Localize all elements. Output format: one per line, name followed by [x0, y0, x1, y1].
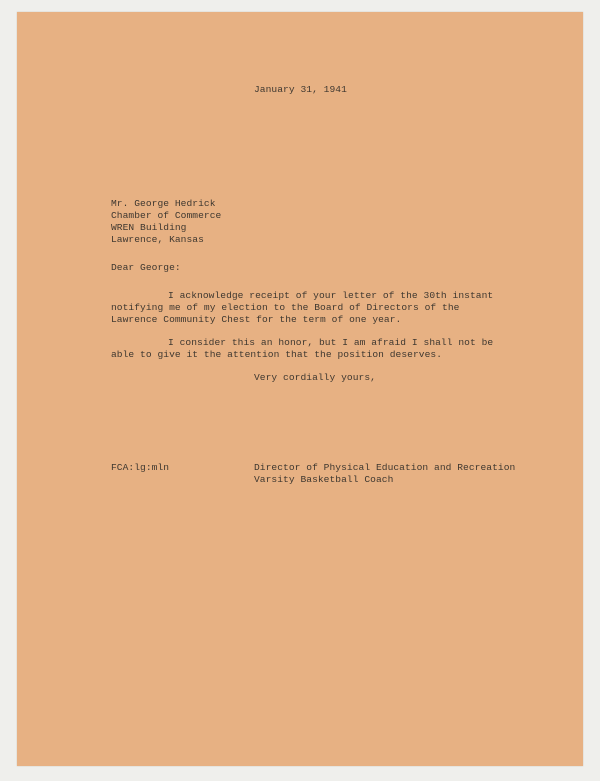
reference-initials: FCA:lg:mln	[111, 462, 170, 473]
recipient-name: Mr. George Hedrick	[111, 198, 216, 209]
body-paragraph-2-line-1: I consider this an honor, but I am afraid I shall not be	[168, 337, 494, 348]
recipient-organization: Chamber of Commerce	[111, 210, 222, 221]
recipient-city: Lawrence, Kansas	[111, 234, 204, 245]
letter-date: January 31, 1941	[254, 84, 347, 95]
letter-page	[17, 12, 583, 766]
body-paragraph-1-line-3: Lawrence Community Chest for the term of one year.	[111, 314, 402, 325]
salutation: Dear George:	[111, 262, 181, 273]
signature-title-line-1: Director of Physical Education and Recreation	[254, 462, 516, 473]
body-paragraph-1-line-2: notifying me of my election to the Board of Directors of the	[111, 302, 460, 313]
body-paragraph-2-line-2: able to give it the attention that the position deserves.	[111, 349, 443, 360]
body-paragraph-1-line-1: I acknowledge receipt of your letter of the 30th instant	[168, 290, 494, 301]
signature-title-line-2: Varsity Basketball Coach	[254, 474, 394, 485]
complimentary-closing: Very cordially yours,	[254, 372, 376, 383]
recipient-building: WREN Building	[111, 222, 187, 233]
